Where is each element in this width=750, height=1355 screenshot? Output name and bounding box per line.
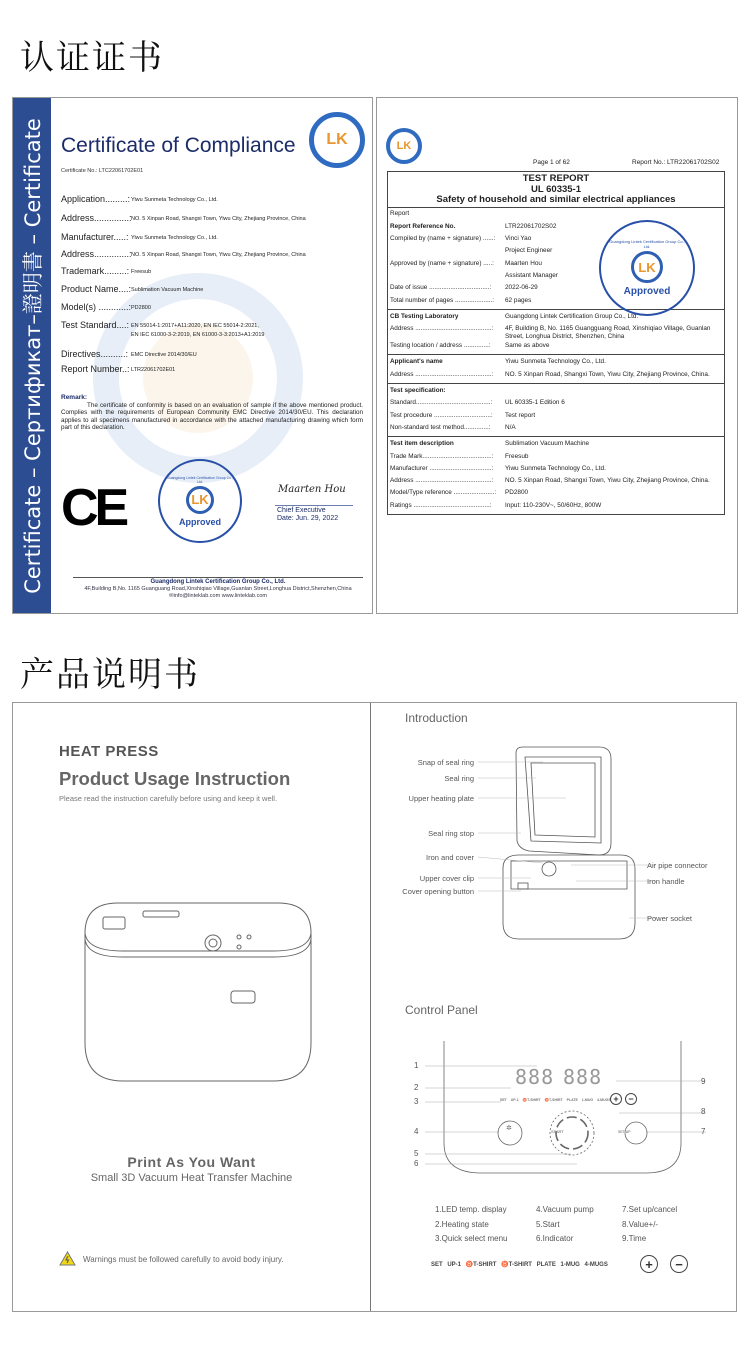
panel-minus-button[interactable]: −	[625, 1093, 637, 1105]
panel-number: 8	[701, 1107, 706, 1116]
cert-row-label: Application.........:	[61, 194, 131, 204]
cert-row-label: Manufacturer.....:	[61, 232, 129, 242]
cert-row-value: EN 55014-1:2017+A11:2020, EN IEC 55014-2:2021,	[131, 323, 259, 329]
cert-row-label: Address..............:	[61, 249, 132, 259]
intro-label: Upper cover clip	[419, 874, 474, 883]
report-label-row	[388, 208, 724, 220]
cert-row	[61, 320, 265, 338]
cert-row-value: Yiwu Sunmeta Technology Co., Ltd.	[131, 197, 218, 203]
report-label: Report	[390, 209, 410, 217]
approved-stamp	[599, 220, 695, 316]
report-row-key: Test procedure ................................:	[390, 411, 493, 419]
report-row	[388, 438, 724, 450]
legend-item: 8.Value+/-	[622, 1219, 659, 1229]
remark	[61, 394, 363, 432]
report-standard: UL 60335-1	[531, 183, 581, 195]
quick-menu: SET UP-1 ♉T-SHIRT ♉T-SHIRT PLATE 1-MUG 4-MUGS	[431, 1262, 608, 1268]
cert-row	[61, 249, 306, 259]
machine-illustration	[73, 893, 323, 1093]
cert-row-value: Yiwu Sunmeta Technology Co., Ltd.	[131, 235, 218, 241]
report-row-key: Report Reference No.	[390, 222, 456, 230]
intro-label: Snap of seal ring	[417, 758, 474, 767]
report-row	[388, 385, 724, 397]
report-row	[388, 487, 724, 499]
report-row-value: Assistant Manager	[505, 271, 558, 279]
legend-item: 5.Start	[536, 1219, 560, 1229]
report-row	[388, 475, 724, 487]
intro-label: Iron and cover	[426, 853, 474, 862]
report-header	[388, 172, 724, 208]
report-row-key: Test specification:	[390, 387, 446, 395]
report-row-value: UL 60335-1 Edition 6	[505, 399, 565, 407]
report-row	[388, 369, 724, 381]
introduction-title: Introduction	[405, 711, 468, 725]
report-row-value: Yiwu Sunmeta Technology Co., Ltd.	[505, 358, 606, 366]
manual-subtitle: Please read the instruction carefully before using and keep it well.	[59, 794, 278, 803]
report-row-key: Ratings ...........................................:	[390, 501, 492, 509]
footer-address: 4F,Building B,No. 1165 Guanguang Road,Xinshiqiao Village,Guanlan Street,Longhua District,Shenzhen,China	[84, 586, 352, 592]
report-row-value: Input: 110-230V~, 50/60Hz, 800W	[505, 501, 602, 509]
report-row	[388, 451, 724, 463]
panel-number: 9	[701, 1077, 706, 1086]
report-row-key: Trade Mark.......................................:	[390, 452, 494, 460]
report-section	[388, 384, 724, 437]
report-row	[388, 463, 724, 475]
report-row	[388, 340, 724, 352]
cert-row-value: NO. 5 Xinpan Road, Shangxi Town, Yiwu City, Zhejiang Province, China	[131, 216, 306, 222]
stamp-ring-text: Guangdong Lintek Certification Group Co., Ltd.	[166, 475, 234, 484]
brand: HEAT PRESS	[59, 743, 159, 760]
report-row-value: Test report	[505, 411, 536, 419]
intro-label: Upper heating plate	[408, 794, 474, 803]
test-report	[376, 97, 738, 614]
cert-row	[61, 302, 151, 312]
legend-item: 1.LED temp. display	[435, 1205, 507, 1214]
report-row-value: 4F, Building B, No. 1165 Guangguang Road, Xinshiqiao Village, Guanlan Street, Longhua District, Shenzhen, China	[505, 325, 711, 340]
report-row-key: Standard..........................................:	[390, 399, 493, 407]
cert-row	[61, 266, 152, 276]
ce-mark: CE	[61, 479, 126, 537]
panel-plus-button[interactable]: +	[610, 1093, 622, 1105]
report-row-key: Address ...........................................:	[390, 477, 494, 485]
cert-row-value-2: EN IEC 61000-3-2:2019, EN 61000-3-3:2013+A1:2019	[131, 332, 265, 338]
report-row-value: Yiwu Sunmeta Technology Co., Ltd.	[505, 464, 606, 472]
product-manual	[12, 702, 737, 1312]
minus-button[interactable]: −	[670, 1255, 688, 1273]
cert-row-label: Test Standard....:	[61, 320, 130, 330]
report-row-key: Approved by (name + signature) .....:	[390, 259, 494, 267]
report-row-key: Model/Type reference .......................:	[390, 489, 497, 497]
cert-row-value: Freesub	[131, 269, 152, 275]
report-row	[388, 410, 724, 422]
legend-item: 3.Quick select menu	[435, 1234, 508, 1243]
legend-item: 2.Heating state	[435, 1219, 489, 1229]
report-section	[388, 310, 724, 356]
cert-row-label: Directives..........:	[61, 349, 129, 359]
report-row-value: Maarten Hou	[505, 259, 542, 267]
intro-label: Seal ring stop	[428, 829, 474, 838]
panel-quick-menu: SET UP-1 ♉T-SHIRT ♉T-SHIRT PLATE 1-MUG 4-MUGS	[500, 1098, 611, 1102]
control-panel-illustration	[371, 1033, 738, 1183]
panel-number: 7	[701, 1127, 706, 1136]
control-panel-title: Control Panel	[405, 1003, 478, 1017]
certificate-side-band	[13, 98, 51, 613]
warning-icon	[59, 1251, 76, 1266]
report-row-value: Vinci Yao	[505, 235, 532, 243]
signature: Maarten Hou	[278, 484, 346, 495]
report-row-key: CB Testing Laboratory	[390, 312, 459, 320]
signer-title: Chief Executive	[277, 507, 326, 514]
lintek-logo-small	[386, 128, 422, 164]
page-number: Page 1 of 62	[533, 159, 570, 166]
report-row-value: 2022-06-29	[505, 284, 538, 292]
report-row-key: Compiled by (name + signature) ......:	[390, 235, 496, 243]
intro-label: Seal ring	[444, 774, 474, 783]
report-row-value: LTR22061702S02	[505, 222, 557, 230]
certificates-heading: 认证证书	[20, 38, 164, 78]
intro-label: Cover opening button	[402, 887, 474, 896]
footer-company: Guangdong Lintek Certification Group Co., Ltd.	[150, 579, 286, 585]
cert-row-value: Sublimation Vacuum Machine	[131, 287, 204, 293]
lintek-logo	[309, 112, 365, 168]
stamp-ring-text: Guangdong Lintek Certification Group Co., Ltd.	[609, 239, 685, 249]
intro-label: Iron handle	[647, 877, 685, 886]
stamp-approved: Approved	[178, 516, 221, 527]
panel-number: 2	[414, 1083, 419, 1092]
signature-line	[275, 505, 353, 506]
side-text: Certificate – Сертификат–證明書 – Certificate	[21, 118, 45, 594]
cert-row-value: PD2800	[131, 305, 151, 311]
issue-date: Date: Jun. 29, 2022	[277, 515, 339, 522]
panel-number: 5	[414, 1149, 419, 1158]
legend-item: 9.Time	[622, 1234, 647, 1243]
logo-letters: LK	[326, 131, 348, 148]
intro-label: Power socket	[647, 914, 693, 923]
open-machine-illustration	[371, 743, 738, 943]
certificate-footer	[73, 577, 363, 600]
cert-row-value: LTR22061702E01	[131, 367, 176, 373]
temp-display: 888	[515, 1065, 555, 1089]
report-row	[388, 422, 724, 434]
report-row-value: Freesub	[505, 452, 529, 460]
report-row-value: N/A	[505, 423, 516, 431]
intro-label: Air pipe connector	[647, 861, 708, 870]
footer-contact: ✉info@linteklab.com www.linteklab.com	[169, 593, 267, 599]
report-row-value: NO. 5 Xinpan Road, Shangxi Town, Yiwu City, Zhejiang Province, China.	[505, 477, 710, 485]
signer-block	[277, 507, 338, 523]
cert-row	[61, 194, 218, 204]
certificate-of-compliance	[12, 97, 373, 614]
report-row-key: Test item description	[390, 440, 454, 448]
report-row	[388, 311, 724, 323]
remark-text: The certificate of conformity is based on an evaluation of sample if the above mentioned product. Complies with the requirements of European Community EMC Directive 2014/30/EU. This declaration applies to all specimens manufactured in accordance with the attached manufacturing drawing which form part of this declaration.	[61, 401, 363, 431]
report-number: Report No.: LTR22061702S02	[632, 159, 720, 166]
report-row-value: 62 pages	[505, 296, 532, 304]
legend-item: 4.Vacuum pump	[536, 1205, 594, 1214]
report-row-value: Guangdong Lintek Certification Group Co., Ltd.	[505, 312, 639, 320]
report-row-value: Sublimation Vacuum Machine	[505, 440, 590, 448]
setup-button[interactable]: SET UP	[618, 1130, 631, 1134]
cert-row-value: EMC Directive 2014/30/EU	[131, 352, 197, 358]
remark-title: Remark:	[61, 394, 88, 401]
cert-row	[61, 364, 176, 374]
report-subject: Safety of household and similar electrical appliances	[436, 194, 676, 205]
vacuum-pump-icon[interactable]: ✲	[506, 1125, 512, 1132]
cert-row-value: NO. 5 Xinpan Road, Shangxi Town, Yiwu City, Zhejiang Province, China	[131, 252, 306, 258]
report-row-key: Date of issue ..................................:	[390, 284, 492, 292]
report-row-key: Address ...........................................:	[390, 325, 494, 333]
certificate-title: Certificate of Compliance	[61, 134, 296, 157]
cert-row-label: Trademark.........:	[61, 266, 130, 276]
cert-row-label: Model(s) ............:	[61, 302, 132, 312]
panel-number: 6	[414, 1159, 419, 1168]
report-row	[388, 500, 724, 512]
panel-number: 3	[414, 1097, 419, 1106]
approved-stamp	[158, 459, 242, 543]
cert-row	[61, 213, 306, 223]
certificate-number: Certificate No.: LTC22061702E01	[61, 168, 144, 174]
slogan: Print As You Want	[127, 1154, 256, 1170]
report-row-key: Total number of pages .....................:	[390, 296, 495, 304]
report-section	[388, 437, 724, 514]
report-row-key: Address ...........................................:	[390, 370, 494, 378]
panel-number: 4	[414, 1127, 419, 1136]
plus-button[interactable]: +	[640, 1255, 658, 1273]
report-row-key: Testing location / address ..............:	[390, 342, 491, 350]
report-row-value: NO. 5 Xinpan Road, Shangxi Town, Yiwu City, Zhejiang Province, China.	[505, 370, 710, 378]
product-name: Small 3D Vacuum Heat Transfer Machine	[90, 1172, 293, 1184]
stamp-approved: Approved	[623, 286, 671, 297]
cert-row	[61, 284, 204, 294]
cert-row-label: Product Name....:	[61, 284, 132, 294]
cert-row	[61, 232, 218, 242]
report-table	[387, 171, 725, 515]
stamp-logo: LK	[631, 251, 663, 283]
report-section	[388, 355, 724, 384]
report-row	[388, 397, 724, 409]
manual-title: Product Usage Instruction	[59, 768, 291, 789]
time-display: 888	[563, 1065, 603, 1089]
manual-heading: 产品说明书	[20, 655, 200, 695]
cert-row-label: Address..............:	[61, 213, 132, 223]
cert-row-label: Report Number..:	[61, 364, 130, 374]
stamp-logo: LK	[186, 486, 214, 514]
report-row-value: Same as above	[505, 342, 550, 350]
report-row-value: Project Engineer	[505, 247, 553, 255]
legend-item: 6.Indicator	[536, 1234, 574, 1243]
report-row-key: Non-standard test method..............:	[390, 423, 491, 431]
warning-text: Warnings must be followed carefully to avoid body injury.	[83, 1255, 284, 1264]
panel-number: 1	[414, 1061, 419, 1070]
report-row-key: Manufacturer ...................................:	[390, 464, 494, 472]
legend-item: 7.Set up/cancel	[622, 1205, 678, 1214]
logo-letters: LK	[396, 140, 412, 152]
report-row-value: PD2800	[505, 489, 529, 497]
start-button[interactable]: START	[551, 1129, 564, 1134]
report-row-key: Applicant's name	[390, 358, 443, 366]
report-row	[388, 323, 724, 340]
report-title: TEST REPORT	[522, 173, 590, 184]
cert-row	[61, 349, 197, 359]
report-row	[388, 356, 724, 368]
